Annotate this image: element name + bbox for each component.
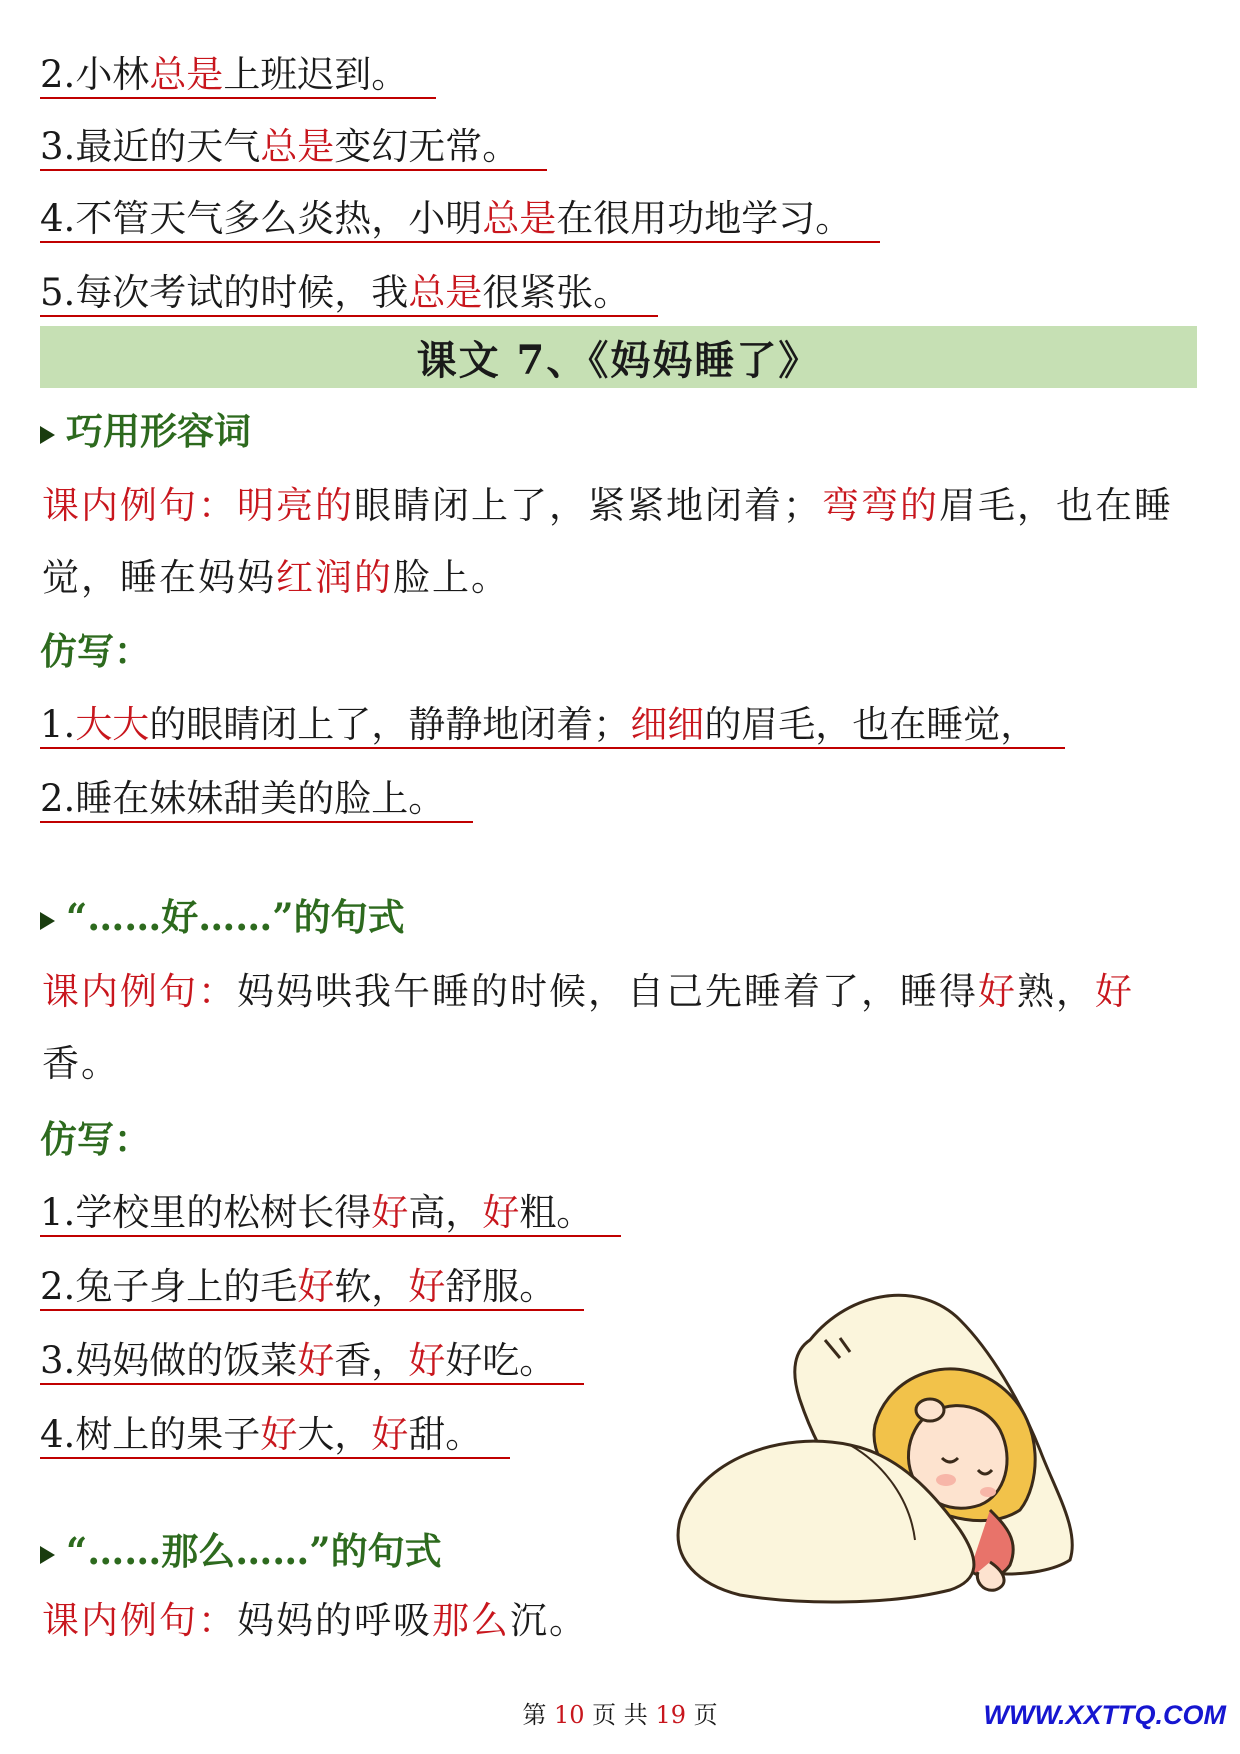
lesson-banner [40, 326, 1197, 388]
example-sentence: 课内例句：明亮的眼睛闭上了，紧紧地闭着；弯弯的眉毛，也在睡觉，睡在妈妈红润的脸上。 [42, 484, 1173, 599]
lesson-title: 课文 7、《妈妈睡了》 [416, 336, 821, 384]
arrow-bullet-icon [40, 1544, 60, 1566]
underlined-answer: 2.睡在妹妹甜美的脸上。 [40, 777, 473, 823]
underlined-answer: 1.大大的眼睛闭上了，静静地闭着；细细的眉毛，也在睡觉， [40, 703, 1065, 749]
example-sentence: 课内例句：妈妈哄我午睡的时候，自己先睡着了，睡得好熟，好香。 [42, 970, 1134, 1085]
underlined-answer: 4.不管天气多么炎热，小明总是在很用功地学习。 [40, 197, 880, 243]
list-item [40, 196, 880, 243]
imitate-label: 仿写： [40, 629, 151, 673]
arrow-bullet-icon [40, 910, 60, 932]
list-item [40, 52, 436, 99]
site-watermark: WWW.XXTTQ.COM [983, 1700, 1226, 1730]
section-heading-hao: “……好……”的句式 [40, 894, 405, 940]
underlined-answer: 5.每次考试的时候，我总是很紧张。 [40, 271, 658, 317]
imitate-line-1 [40, 702, 1065, 749]
arrow-bullet-icon [40, 424, 60, 446]
list-item [40, 1412, 510, 1459]
underlined-answer: 3.最近的天气总是变幻无常。 [40, 125, 547, 171]
underlined-answer: 4.树上的果子好大，好甜。 [40, 1413, 510, 1459]
underlined-answer: 2.兔子身上的毛好软，好舒服。 [40, 1265, 584, 1311]
underlined-answer: 3.妈妈做的饭菜好香，好好吃。 [40, 1339, 584, 1385]
page-footer: 第 10 页 共 19 页 [522, 1701, 718, 1729]
underlined-answer: 1.学校里的松树长得好高，好粗。 [40, 1191, 621, 1237]
section-heading-name: “……那么……”的句式 [40, 1528, 442, 1574]
list-item [40, 1190, 621, 1237]
example-sentence: 课内例句：妈妈的呼吸那么沉。 [42, 1599, 588, 1642]
list-item [40, 270, 658, 317]
list-item [40, 124, 547, 171]
imitate-label: 仿写： [40, 1117, 151, 1161]
total-pages: 19 [655, 1701, 686, 1729]
sleeping-child-illustration [660, 1280, 1130, 1610]
current-page: 10 [553, 1701, 585, 1729]
list-item [40, 1264, 584, 1311]
section-heading-adjectives: 巧用形容词 [40, 408, 251, 454]
list-item [40, 1338, 584, 1385]
underlined-answer: 2.小林总是上班迟到。 [40, 53, 436, 99]
imitate-line-2 [40, 776, 473, 823]
